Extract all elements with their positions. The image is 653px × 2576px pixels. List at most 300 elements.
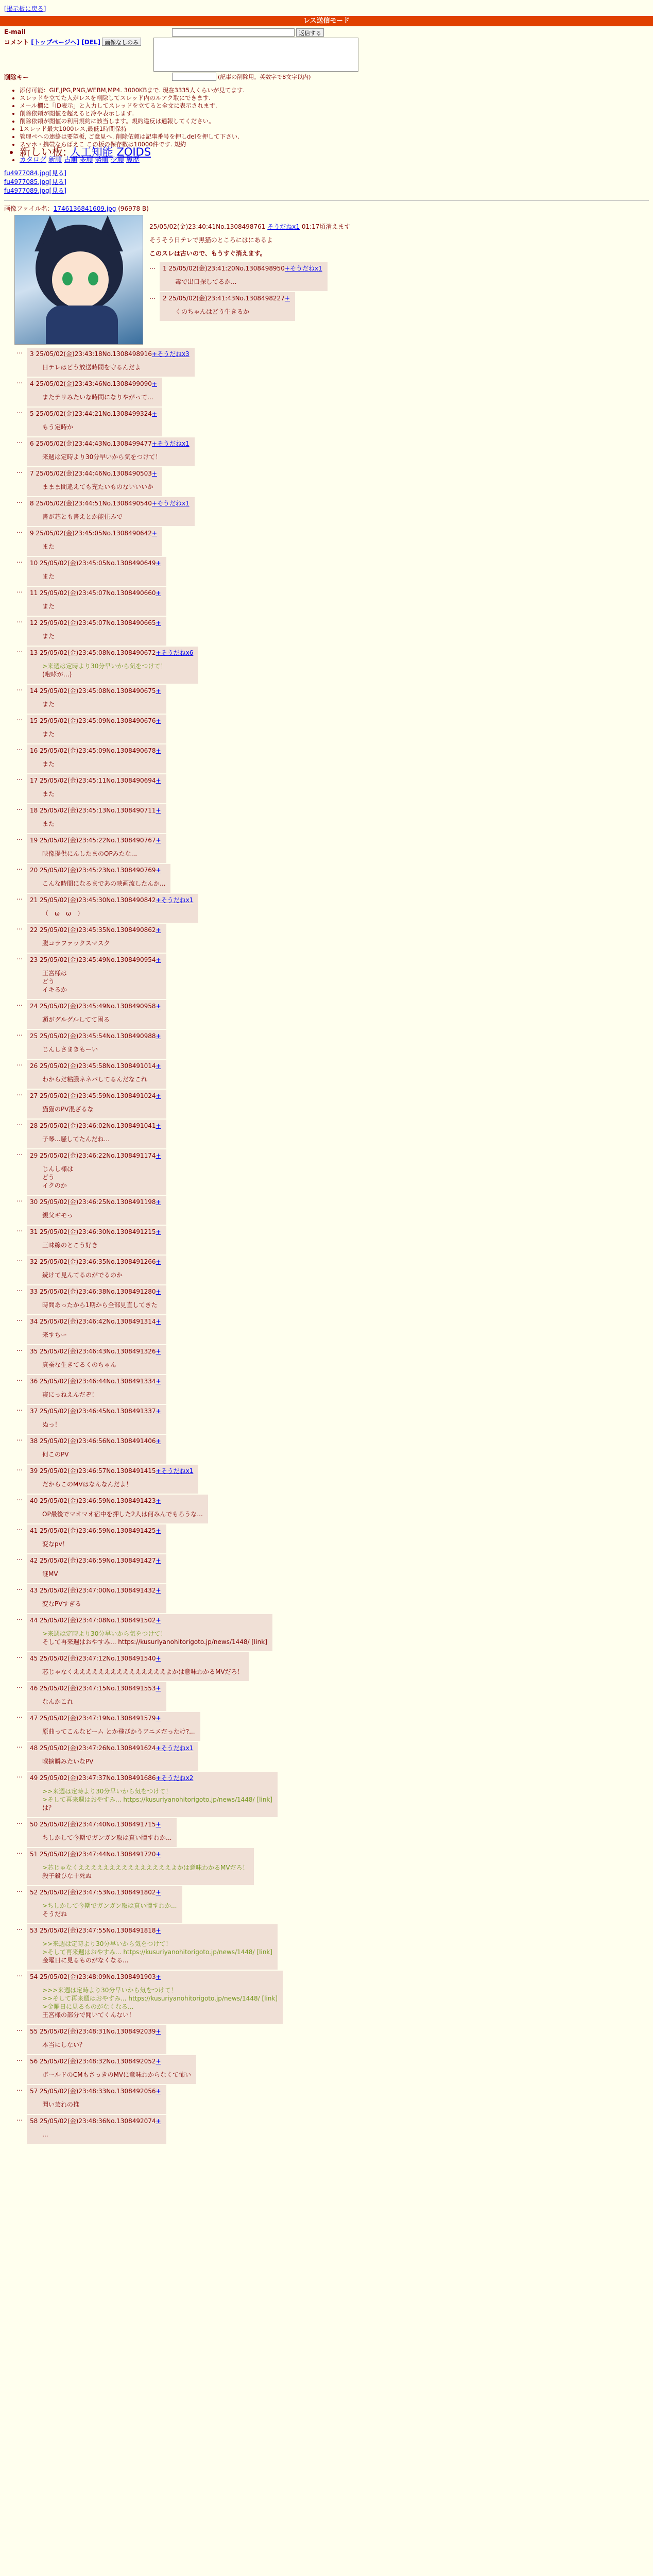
reply-body xyxy=(42,423,157,431)
sod-link[interactable]: そうだねx3 xyxy=(157,350,190,358)
reply-meta-text: 25/05/02(金)23:46:59No.1308491425 xyxy=(40,1527,156,1534)
reply-number: 34 xyxy=(30,1318,40,1325)
reply-meta-text: 25/05/02(金)23:47:08No.1308491502 xyxy=(40,1617,156,1624)
reply-indent: … xyxy=(16,1524,23,1532)
reply-meta-text: 25/05/02(金)23:45:08No.1308490672 xyxy=(40,649,156,656)
reply-text: (咆哮が…) xyxy=(42,671,72,678)
reply-number: 11 xyxy=(30,589,40,597)
reply-del-link[interactable]: + xyxy=(284,295,290,302)
reply-text: 変なpv！ xyxy=(42,1540,68,1548)
reply-meta xyxy=(30,619,161,627)
reply-meta-text: 25/05/02(金)23:46:22No.1308491174 xyxy=(40,1152,156,1159)
quote-line: >来週は定時より30分早いから気をつけて！ xyxy=(42,1630,167,1637)
reply-wrapper xyxy=(16,2085,649,2114)
reply-wrapper xyxy=(149,262,350,291)
reply-body xyxy=(42,2100,161,2109)
reply-indent: … xyxy=(16,497,23,504)
reply-del-link[interactable]: + xyxy=(156,1851,161,1858)
reply-meta xyxy=(30,559,161,567)
reply-indent: … xyxy=(16,744,23,752)
reply-post xyxy=(27,1524,166,1553)
reply-text: 殺子殺ひな十死ぬ xyxy=(42,1872,92,1879)
sort-old-link[interactable]: 古順 xyxy=(64,156,78,164)
reply-body xyxy=(42,1570,161,1578)
reply-number: 37 xyxy=(30,1408,40,1415)
reply-del-link[interactable]: + xyxy=(156,1927,161,1934)
reply-indent: … xyxy=(16,1848,23,1855)
reply-meta-text: 25/05/02(金)23:45:07No.1308490665 xyxy=(40,619,156,626)
reply-body xyxy=(42,1863,249,1880)
reply-meta-text: 25/05/02(金)23:45:58No.1308491014 xyxy=(40,1062,156,1070)
reply-post xyxy=(27,587,166,616)
reply-number: 49 xyxy=(30,1774,40,1782)
reply-post xyxy=(27,2055,196,2084)
reply-meta xyxy=(30,1002,161,1010)
reply-meta-text: 25/05/02(金)23:47:37No.1308491686 xyxy=(40,1774,156,1782)
reply-wrapper xyxy=(16,804,649,833)
reply-indent: … xyxy=(16,924,23,931)
quote-line: >>そして再来週はおやすみ... https://kusuriyanohitorigoto.jp/news/1448/ [link] xyxy=(42,1995,278,2002)
reply-del-link[interactable]: + xyxy=(156,1557,161,1564)
reply-post xyxy=(27,685,166,714)
email-field[interactable] xyxy=(172,28,295,37)
email-row xyxy=(4,28,649,37)
comment-textarea[interactable] xyxy=(153,38,358,72)
reply-body xyxy=(42,513,190,521)
reply-indent: … xyxy=(16,1971,23,1978)
reply-body xyxy=(42,453,190,461)
file-ref-link[interactable]: fu4977089.jpg[見る] xyxy=(4,187,67,194)
reply-wrapper xyxy=(16,467,649,496)
reply-del-link[interactable]: + xyxy=(156,837,161,844)
reply-text: 三味線のとこう好き xyxy=(42,1242,98,1249)
reply-post xyxy=(27,1465,198,1494)
reply-number: 27 xyxy=(30,1092,40,1099)
reply-del-link[interactable]: + xyxy=(156,1744,161,1752)
op-file-label: 画像ファイル名： xyxy=(4,205,54,212)
reply-del-link[interactable]: + xyxy=(156,1889,161,1896)
reply-meta xyxy=(30,1888,177,1896)
reply-body xyxy=(42,1301,161,1309)
reply-body xyxy=(42,1241,161,1249)
reply-del-link[interactable]: + xyxy=(156,687,161,694)
reply-del-link[interactable]: + xyxy=(156,1587,161,1594)
quote-line: >そして再来週はおやすみ... https://kusuriyanohitorigoto.jp/news/1448/ [link] xyxy=(42,1948,272,1956)
reply-del-link[interactable]: + xyxy=(156,1774,161,1782)
reply-del-link[interactable]: + xyxy=(156,1821,161,1828)
deletion-key-hint: (記事の削除用。英数字で8文字以内) xyxy=(218,74,311,80)
reply-meta xyxy=(30,1377,161,1385)
reply-number: 22 xyxy=(30,926,40,934)
quote-line: >そして再来週はおやすみ... https://kusuriyanohitorigoto.jp/news/1448/ [link] xyxy=(42,1796,272,1803)
reply-wrapper xyxy=(16,1345,649,1374)
reply-del-link[interactable]: + xyxy=(156,717,161,724)
reply-meta-text: 25/05/02(金)23:45:49No.1308490954 xyxy=(40,956,156,963)
reply-meta-text: 25/05/02(金)23:46:42No.1308491314 xyxy=(40,1318,156,1325)
reply-text: ままま間違えても充たいものないいいか xyxy=(42,483,154,490)
reply-del-link[interactable]: + xyxy=(156,2058,161,2065)
reply-post xyxy=(27,2115,166,2144)
reply-del-link[interactable]: + xyxy=(156,747,161,754)
del-link[interactable]: [DEL] xyxy=(81,39,101,46)
top-page-link[interactable]: [トップページへ] xyxy=(31,39,80,46)
reply-del-link[interactable]: + xyxy=(156,867,161,874)
op-file-line xyxy=(4,204,649,213)
reply-del-link[interactable]: + xyxy=(156,2088,161,2095)
sod-link[interactable]: そうだねx1 xyxy=(161,1467,194,1475)
reply-del-link[interactable]: + xyxy=(156,1348,161,1355)
reply-del-link[interactable]: + xyxy=(156,956,161,963)
reply-indent: … xyxy=(16,774,23,782)
reply-number: 20 xyxy=(30,867,40,874)
reply-post xyxy=(27,1120,166,1148)
reply-del-link[interactable]: + xyxy=(156,896,161,904)
reply-wrapper xyxy=(16,1971,649,2024)
reply-text: ちしかして今期でガンガン取は真い瞳すわか... xyxy=(42,1834,172,1841)
reply-body xyxy=(42,1940,272,1964)
deletion-key-field[interactable] xyxy=(172,73,216,81)
reply-body xyxy=(42,1450,161,1459)
reply-del-link[interactable]: + xyxy=(156,1527,161,1534)
reply-meta-text: 25/05/02(金)23:48:32No.1308492052 xyxy=(40,2058,156,2065)
reply-indent: … xyxy=(16,1465,23,1472)
quote-line: >芯じゃなくえええええええええええええええよかは意味わかるMVだろ！ xyxy=(42,1864,249,1871)
rule-item: • スレッドを立てた人がレスを削除してスレッド内のルアク取にできます. xyxy=(20,94,649,102)
reply-del-link[interactable]: + xyxy=(151,440,157,447)
reply-del-link[interactable]: + xyxy=(156,1003,161,1010)
reply-body xyxy=(42,939,161,947)
sod-link[interactable]: そうだねx1 xyxy=(161,896,194,904)
reply-wrapper xyxy=(16,557,649,586)
file-ref-link[interactable]: fu4977085.jpg[見る] xyxy=(4,178,67,185)
reply-post xyxy=(27,1584,166,1613)
reply-number: 44 xyxy=(30,1617,40,1624)
catalog-link[interactable]: カタログ xyxy=(20,156,47,164)
reply-body xyxy=(175,308,290,316)
reply-wrapper xyxy=(16,497,649,526)
reply-meta-text: 25/05/02(金)23:46:57No.1308491415 xyxy=(40,1467,156,1475)
op-text xyxy=(149,214,350,347)
reply-del-link[interactable]: + xyxy=(156,1228,161,1235)
reply-del-link[interactable]: + xyxy=(156,1198,161,1206)
reply-meta-text: 25/05/02(金)23:47:26No.1308491624 xyxy=(40,1744,156,1752)
reply-body xyxy=(42,760,161,768)
reply-meta xyxy=(30,1092,161,1100)
reply-body xyxy=(42,1540,161,1548)
sod-link[interactable]: そうだねx2 xyxy=(161,1774,194,1782)
reply-wrapper xyxy=(16,1120,649,1148)
reply-post xyxy=(27,804,166,833)
reply-meta xyxy=(30,1407,161,1415)
reply-number: 32 xyxy=(30,1258,40,1265)
sort-speed-link[interactable]: 勢順 xyxy=(95,156,109,164)
sod-link[interactable]: そうだねx1 xyxy=(157,440,190,447)
reply-meta-text: 25/05/02(金)23:44:43No.1308499477 xyxy=(36,440,152,447)
reply-del-link[interactable]: + xyxy=(156,1258,161,1265)
reply-del-link[interactable]: + xyxy=(156,560,161,567)
reply-meta-text: 25/05/02(金)23:48:31No.1308492039 xyxy=(40,2028,156,2035)
reply-indent: … xyxy=(16,557,23,564)
reply-post xyxy=(27,1030,166,1059)
reply-meta xyxy=(30,896,193,904)
reply-meta-text: 25/05/02(金)23:45:08No.1308490675 xyxy=(40,687,156,694)
reply-text: 腹コラファックスマスク xyxy=(42,940,110,947)
reply-del-link[interactable]: + xyxy=(156,1437,161,1445)
image-only-button[interactable]: 画像なしのみ xyxy=(102,38,141,46)
reply-post xyxy=(27,408,162,436)
reply-meta xyxy=(30,747,161,755)
reply-wrapper xyxy=(16,685,649,714)
reply-text: イキるか xyxy=(42,986,67,993)
reply-del-link[interactable]: + xyxy=(156,2028,161,2035)
reply-text: ボールドのCMもさっきのMVに意味わからなくて怖い xyxy=(42,2071,192,2078)
reply-del-link[interactable]: + xyxy=(156,619,161,626)
reply-del-link[interactable]: + xyxy=(156,1318,161,1325)
reply-del-link[interactable]: + xyxy=(151,410,157,417)
reply-meta-text: 25/05/02(金)23:45:09No.1308490678 xyxy=(40,747,156,754)
reply-indent: … xyxy=(16,1030,23,1037)
reply-body xyxy=(42,700,161,708)
reply-number: 38 xyxy=(30,1437,40,1445)
reply-post xyxy=(27,1652,249,1681)
reply-del-link[interactable]: + xyxy=(156,1685,161,1692)
quote-line: >来週は定時より30分早いから気をつけて！ xyxy=(42,663,167,670)
reply-number: 57 xyxy=(30,2088,40,2095)
reply-meta-text: 25/05/02(金)23:44:51No.1308490540 xyxy=(36,500,152,507)
reply-text: また xyxy=(42,701,55,708)
reply-meta xyxy=(30,1228,161,1236)
reply-body xyxy=(42,969,161,994)
new-board-link[interactable]: 人工知能 xyxy=(70,146,113,158)
reply-del-link[interactable]: + xyxy=(156,649,161,656)
reply-number: 45 xyxy=(30,1655,40,1662)
sort-many-link[interactable]: 多順 xyxy=(79,156,93,164)
reply-meta xyxy=(30,1437,161,1445)
reply-del-link[interactable]: + xyxy=(156,2117,161,2125)
reply-meta-text: 25/05/02(金)23:46:45No.1308491337 xyxy=(40,1408,156,1415)
reply-meta xyxy=(30,1774,272,1782)
reply-wrapper xyxy=(16,1848,649,1885)
reply-wrapper xyxy=(16,1886,649,1923)
reply-body xyxy=(42,1510,203,1518)
file-ref-link[interactable]: fu4977084.jpg[見る] xyxy=(4,170,67,177)
reply-meta-text: 25/05/02(金)23:48:33No.1308492056 xyxy=(40,2088,156,2095)
reply-del-link[interactable]: + xyxy=(156,1973,161,1980)
reply-wrapper xyxy=(16,1682,649,1711)
reply-indent: … xyxy=(16,685,23,692)
reply-indent: … xyxy=(16,2055,23,2062)
reply-wrapper xyxy=(16,1465,649,1494)
op-line: そうそう日テレで黒猫のところにはにあるよ xyxy=(149,236,273,244)
reply-text: 聞い芸れの推 xyxy=(42,2101,80,2108)
reply-text: そして再来週はおやすみ... https://kusuriyanohitorigoto.jp/news/1448/ [link] xyxy=(42,1638,267,1646)
reply-wrapper xyxy=(16,1149,649,1195)
op-meta-text: 25/05/02(金)23:40:41No.1308498761 xyxy=(149,223,266,230)
reply-number: 54 xyxy=(30,1973,40,1980)
reply-wrapper xyxy=(16,1060,649,1089)
reply-post xyxy=(160,292,295,321)
reply-meta-text: 25/05/02(金)23:46:56No.1308491406 xyxy=(40,1437,156,1445)
reply-meta-text: 25/05/02(金)23:45:35No.1308490862 xyxy=(40,926,156,934)
reply-body xyxy=(42,1986,278,2019)
early-replies xyxy=(149,262,350,321)
reply-wrapper xyxy=(16,864,649,893)
sod-link[interactable]: そうだねx1 xyxy=(157,500,190,507)
reply-del-link[interactable]: + xyxy=(156,1497,161,1504)
reply-text: は？ xyxy=(42,1804,55,1811)
file-refs xyxy=(4,169,649,195)
reply-post xyxy=(27,1285,166,1314)
reply-meta-text: 25/05/02(金)23:46:02No.1308491041 xyxy=(40,1122,156,1129)
reply-post xyxy=(27,1818,177,1847)
reply-wrapper xyxy=(16,894,649,923)
reply-meta xyxy=(30,926,161,934)
reply-text: また xyxy=(42,790,55,798)
send-button[interactable]: 返信する xyxy=(296,28,324,37)
reply-number: 28 xyxy=(30,1122,40,1129)
reply-text: こんな時間になるまであの映画流したんか... xyxy=(42,880,166,887)
reply-number: 1 xyxy=(163,265,169,272)
sort-new-link[interactable]: 新順 xyxy=(48,156,62,164)
sod-link[interactable]: そうだねx6 xyxy=(161,649,194,656)
reply-text: 何このPV xyxy=(42,1451,69,1458)
reply-text: 寝にっねえんだぞ！ xyxy=(42,1391,98,1398)
reply-del-link[interactable]: + xyxy=(156,1092,161,1099)
reply-post xyxy=(27,894,198,923)
history-link[interactable]: 履歴 xyxy=(126,156,140,164)
reply-del-link[interactable]: + xyxy=(156,1062,161,1070)
reply-indent: … xyxy=(16,834,23,841)
reply-number: 7 xyxy=(30,470,36,477)
reply-del-link[interactable]: + xyxy=(156,1152,161,1159)
reply-del-link[interactable]: + xyxy=(151,350,157,358)
reply-meta xyxy=(30,2117,161,2125)
reply-number: 40 xyxy=(30,1497,40,1504)
reply-text: 毒で出口探してるか... xyxy=(175,278,237,285)
reply-number: 29 xyxy=(30,1152,40,1159)
reply-text: またテリみたいな時間になりやがって... xyxy=(42,394,153,401)
reply-text: また xyxy=(42,633,55,640)
reply-wrapper xyxy=(16,2115,649,2144)
reply-meta xyxy=(30,1347,161,1355)
new-board-link[interactable]: ZOIDS xyxy=(116,146,151,158)
reply-del-link[interactable]: + xyxy=(156,1617,161,1624)
reply-meta-text: 25/05/02(金)23:47:00No.1308491432 xyxy=(40,1587,156,1594)
reply-number: 47 xyxy=(30,1715,40,1722)
reply-indent: … xyxy=(16,1226,23,1233)
reply-meta xyxy=(30,1527,161,1535)
reply-meta xyxy=(30,1926,272,1935)
reply-wrapper xyxy=(16,617,649,646)
reply-indent: … xyxy=(149,263,156,270)
quote-line: >>来週は定時より30分早いから気をつけて！ xyxy=(42,1788,172,1795)
quote-line: >金曜日に見るものがなくなる... xyxy=(42,2003,134,2010)
reply-meta xyxy=(30,1556,161,1565)
back-to-board-link[interactable]: [掲示板に戻る] xyxy=(4,5,46,12)
reply-text: 親父ギモっ xyxy=(42,1212,73,1219)
reply-indent: … xyxy=(16,1090,23,1097)
reply-meta xyxy=(30,776,161,785)
reply-wrapper xyxy=(16,2025,649,2054)
reply-text: 芯じゃなくえええええええええええええええよかは意味わかるMVだろ！ xyxy=(42,1668,244,1675)
sod-link[interactable]: そうだねx1 xyxy=(289,265,322,272)
deletion-key-row xyxy=(4,73,649,81)
reply-post xyxy=(27,378,162,406)
reply-number: 52 xyxy=(30,1889,40,1896)
reply-meta xyxy=(30,1973,278,1981)
reply-body xyxy=(42,543,157,551)
reply-del-link[interactable]: + xyxy=(156,926,161,934)
reply-del-link[interactable]: + xyxy=(156,1122,161,1129)
reply-del-link[interactable]: + xyxy=(156,589,161,597)
back-to-board-link-wrap xyxy=(4,4,649,13)
reply-del-link[interactable]: + xyxy=(156,1715,161,1722)
comment-row xyxy=(4,38,649,72)
reply-del-link[interactable]: + xyxy=(151,500,157,507)
reply-meta-text: 25/05/02(金)23:45:09No.1308490676 xyxy=(40,717,156,724)
reply-wrapper xyxy=(16,1524,649,1553)
rule-item: • 削除依頼が閲値を超えると冷や表示します. xyxy=(20,110,649,117)
reply-post xyxy=(27,1375,166,1404)
sod-link[interactable]: そうだねx1 xyxy=(161,1744,194,1752)
reply-body xyxy=(42,1015,161,1024)
reply-meta xyxy=(30,1467,193,1475)
reply-del-link[interactable]: + xyxy=(156,807,161,814)
comment-label-wrap xyxy=(4,38,100,46)
reply-del-link[interactable]: + xyxy=(156,1467,161,1475)
op-thumbnail[interactable] xyxy=(14,215,143,345)
reply-post xyxy=(27,1149,166,1195)
reply-indent: … xyxy=(16,587,23,594)
reply-body xyxy=(42,820,161,828)
reply-indent: … xyxy=(16,437,23,445)
op-expiry-warning: このスレは古いので、もうすぐ消えます。 xyxy=(149,250,266,257)
reply-number: 58 xyxy=(30,2117,40,2125)
reply-body xyxy=(42,790,161,798)
reply-del-link[interactable]: + xyxy=(156,1288,161,1295)
reply-indent: … xyxy=(16,348,23,355)
reply-number: 18 xyxy=(30,807,40,814)
reply-post xyxy=(27,1971,283,2024)
reply-meta-text: 25/05/02(金)23:43:46No.1308499090 xyxy=(36,380,152,387)
reply-del-link[interactable]: + xyxy=(156,1408,161,1415)
reply-post xyxy=(27,647,198,684)
reply-number: 36 xyxy=(30,1378,40,1385)
reply-post xyxy=(27,1682,166,1711)
reply-del-link[interactable]: + xyxy=(156,1655,161,1662)
op-sod-link[interactable]: そうだねx1 xyxy=(267,223,300,230)
reply-number: 16 xyxy=(30,747,40,754)
reply-meta xyxy=(163,294,290,302)
reply-post xyxy=(27,1000,166,1029)
reply-number: 33 xyxy=(30,1288,40,1295)
reply-del-link[interactable]: + xyxy=(284,265,290,272)
reply-del-link[interactable]: + xyxy=(156,1378,161,1385)
reply-wrapper xyxy=(16,1742,649,1771)
reply-indent: … xyxy=(16,1886,23,1893)
reply-text: 来すちー xyxy=(42,1331,67,1338)
reply-indent: … xyxy=(16,1000,23,1007)
op-file-link[interactable]: 1746136841609.jpg xyxy=(53,205,116,212)
sort-few-link[interactable]: 少順 xyxy=(110,156,124,164)
reply-del-link[interactable]: + xyxy=(156,777,161,784)
reply-del-link[interactable]: + xyxy=(151,380,157,387)
reply-del-link[interactable]: + xyxy=(151,530,157,537)
reply-del-link[interactable]: + xyxy=(156,1032,161,1040)
reply-del-link[interactable]: + xyxy=(151,470,157,477)
rule-item: • 添付可能：GIF,JPG,PNG,WEBM,MP4. 3000KBまで. 現在3335人くらいが見てます. xyxy=(20,87,649,94)
reply-indent: … xyxy=(16,864,23,871)
